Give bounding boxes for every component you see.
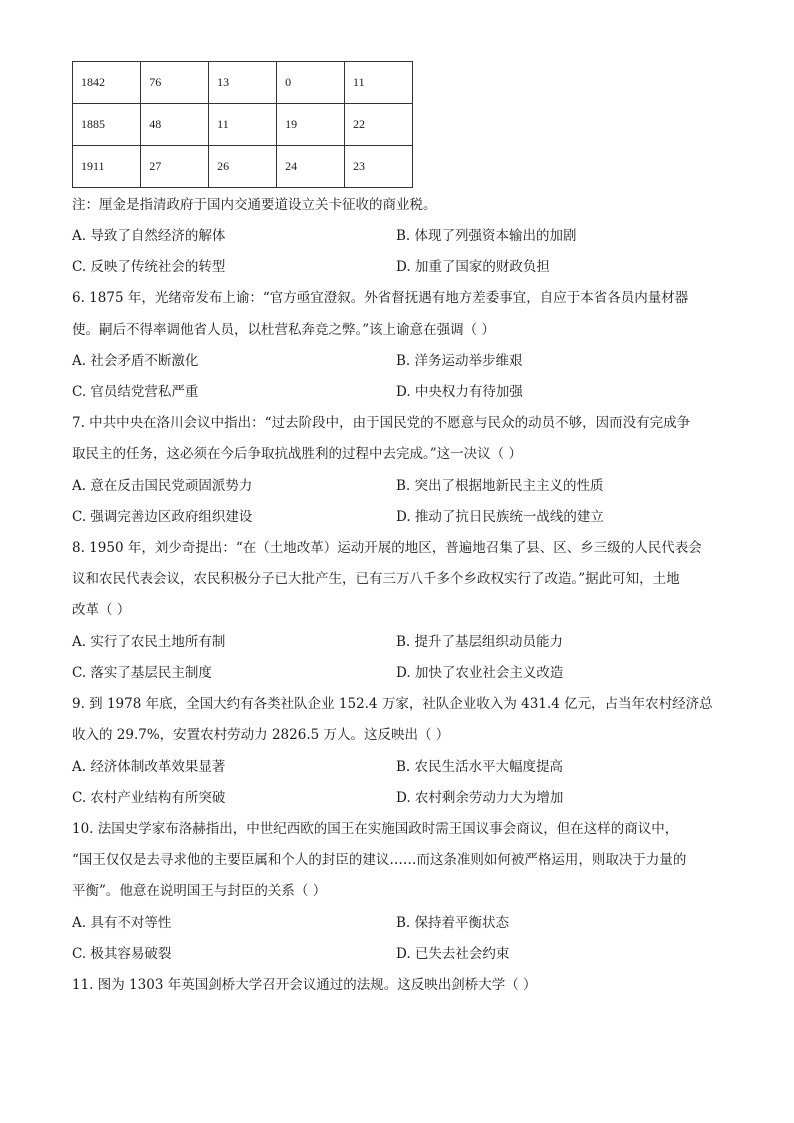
- table-row: [73, 146, 413, 188]
- q7-option-d: D. 推动了抗日民族统一战线的建立: [396, 509, 604, 525]
- q8-option-b: B. 提升了基层组织动员能力: [396, 634, 564, 650]
- table-cell: 0: [277, 62, 345, 104]
- table-cell: 1911: [73, 146, 141, 188]
- table-cell: 13: [209, 62, 277, 104]
- table-cell: 1842: [73, 62, 141, 104]
- q10-option-a: A. 具有不对等性: [72, 915, 172, 931]
- q10-stem-line-1: 10. 法国史学家布洛赫指出，中世纪西欧的国王在实施国政时需王国议事会商议，但在这样的商议中，: [72, 821, 679, 837]
- table-note: 注：厘金是指清政府于国内交通要道设立关卡征收的商业税。: [72, 197, 437, 213]
- table-row: [73, 62, 413, 104]
- table-cell: 1885: [73, 104, 141, 146]
- q7-option-b: B. 突出了根据地新民主主义的性质: [396, 478, 604, 494]
- q7-option-c: C. 强调完善边区政府组织建设: [72, 509, 253, 525]
- q9-option-c: C. 农村产业结构有所突破: [72, 790, 226, 806]
- table-cell: 19: [277, 104, 345, 146]
- q5-option-d: D. 加重了国家的财政负担: [396, 259, 550, 275]
- q5-option-a: A. 导致了自然经济的解体: [72, 228, 226, 244]
- q5-option-b: B. 体现了列强资本输出的加剧: [396, 228, 577, 244]
- q6-option-b: B. 洋务运动举步维艰: [396, 353, 523, 369]
- table-row: [73, 104, 413, 146]
- q8-stem-line-3: 改革（ ）: [72, 602, 131, 618]
- table-cell: 23: [345, 146, 413, 188]
- q10-stem-line-3: 平衡”。他意在说明国王与封臣的关系（ ）: [72, 883, 327, 899]
- q10-option-b: B. 保持着平衡状态: [396, 915, 510, 931]
- q7-stem-line-1: 7. 中共中央在洛川会议中指出：“过去阶段中，由于国民党的不愿意与民众的动员不够，因而没有完成争: [72, 415, 691, 431]
- q11-stem-line-1: 11. 图为 1303 年英国剑桥大学召开会议通过的法规。这反映出剑桥大学（ ）: [72, 977, 537, 993]
- q8-option-d: D. 加快了农业社会主义改造: [396, 665, 564, 681]
- q10-stem-line-2: “国王仅仅是去寻求他的主要臣属和个人的封臣的建议……而这条准则如何被严格运用，则取决于力量的: [72, 852, 687, 868]
- q6-option-c: C. 官员结党营私严重: [72, 384, 199, 400]
- table-cell: 22: [345, 104, 413, 146]
- q9-option-b: B. 农民生活水平大幅度提高: [396, 759, 564, 775]
- q9-option-a: A. 经济体制改革效果显著: [72, 759, 226, 775]
- table-cell: 11: [209, 104, 277, 146]
- table-cell: 24: [277, 146, 345, 188]
- table-cell: 76: [141, 62, 209, 104]
- q8-stem-line-2: 议和农民代表会议，农民积极分子已大批产生，已有三万八千多个乡政权实行了改造。”据此可知，土地: [72, 571, 680, 587]
- q9-option-d: D. 农村剩余劳动力大为增加: [396, 790, 564, 806]
- q10-option-d: D. 已失去社会约束: [396, 946, 510, 962]
- q9-stem-line-2: 收入的 29.7%，安置农村劳动力 2826.5 万人。这反映出（ ）: [72, 727, 450, 743]
- q8-option-a: A. 实行了农民土地所有制: [72, 634, 226, 650]
- table-cell: 26: [209, 146, 277, 188]
- table-cell: 48: [141, 104, 209, 146]
- q5-option-c: C. 反映了传统社会的转型: [72, 259, 226, 275]
- q8-option-c: C. 落实了基层民主制度: [72, 665, 212, 681]
- q8-stem-line-1: 8. 1950 年，刘少奇提出：“在（土地改革）运动开展的地区，普遍地召集了县、区、乡三级的人民代表会: [72, 540, 702, 556]
- q9-stem-line-1: 9. 到 1978 年底，全国大约有各类社队企业 152.4 万家，社队企业收入为 431.4 亿元，占当年农村经济总: [72, 696, 713, 712]
- table-cell: 27: [141, 146, 209, 188]
- table-cell: 11: [345, 62, 413, 104]
- q6-option-d: D. 中央权力有待加强: [396, 384, 523, 400]
- q10-option-c: C. 极其容易破裂: [72, 946, 172, 962]
- q7-stem-line-2: 取民主的任务，这必须在今后争取抗战胜利的过程中去完成。”这一决议（ ）: [72, 446, 522, 462]
- tax-data-table: [72, 61, 413, 188]
- q6-stem-line-2: 使。嗣后不得率调他省人员，以杜营私奔竞之弊。”该上谕意在强调（ ）: [72, 322, 495, 338]
- q7-option-a: A. 意在反击国民党顽固派势力: [72, 478, 253, 494]
- q6-option-a: A. 社会矛盾不断激化: [72, 353, 199, 369]
- q6-stem-line-1: 6. 1875 年，光绪帝发布上谕：“官方亟宜澄叙。外省督抚遇有地方差委事宜，自应于本省各员内量材器: [72, 290, 689, 306]
